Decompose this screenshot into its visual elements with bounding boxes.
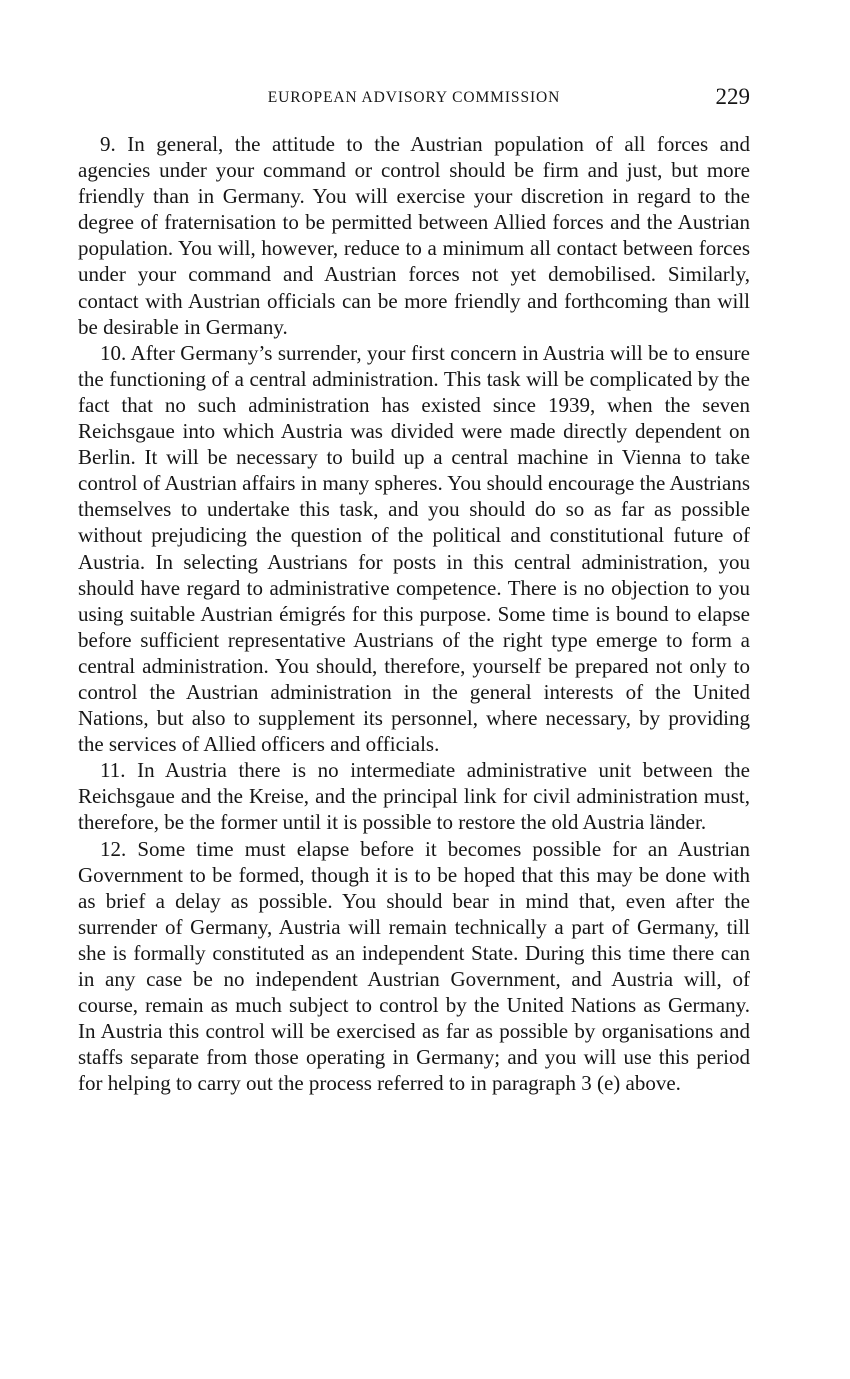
paragraph-text: In Austria there is no intermediate administrative unit between the Reichsgaue and the Kreise, and the principal link for civil administration must, therefore, be the former until it is possible to restore the old Austria länder. — [78, 758, 750, 835]
paragraph-number: 10. — [100, 340, 127, 365]
paragraph-number: 9. — [100, 132, 116, 156]
paragraph-text: After Germany’s surrender, your first concern in Austria will be to ensure the functioning of a central administration. This task will be complicated by the fact that no such administration has existed since 1939, when the seven Reichsgaue into which Austria was divided were made directly dependent on Berlin. It will be necessary to build up a central machine in Vienna to take control of Austrian affairs in many spheres. You should encourage the Austrians themselves to undertake this task, and you should do so as far as possible without prejudicing the question of the political and constitutional future of Austria. In selecting Austrians for posts in this central administration, you should have regard to administrative competence. There is no objection to you using suitable Austrian émigrés for this purpose. Some time is bound to elapse before sufficient representative Austrians of the right type emerge to form a central administration. You should, therefore, yourself be prepared not only to control the Austrian administration in the general interests of the United Nations, but also to supplement its personnel, where necessary, by providing the services of Allied officers and officials. — [78, 340, 751, 757]
paragraph-9 — [78, 131, 750, 340]
paragraph-11 — [78, 757, 750, 835]
running-title: EUROPEAN ADVISORY COMMISSION — [267, 89, 561, 106]
running-head — [78, 84, 750, 112]
body-text — [78, 131, 750, 1096]
page-number: 229 — [715, 84, 750, 109]
paragraph-10 — [78, 340, 750, 758]
paragraph-12 — [78, 836, 750, 1097]
paragraph-text: Some time must elapse before it becomes possible for an Austrian Government to be formed, though it is to be hoped that this may be done with as brief a delay as possible. You should bear in mind that, even after the surrender of Germany, Austria will remain technically a part of Germany, till she is formally constituted as an independent State. During this time there can in any case be no independent Austrian Government, and Austria will, of course, remain as much subject to control by the United Nations as Germany. In Austria this control will be exercised as far as possible by organisations and staffs separate from those operating in Germany; and you will use this period for helping to carry out the process referred to in paragraph 3 (e) above. — [78, 836, 750, 1096]
paragraph-number: 12. — [100, 836, 127, 861]
paragraph-text: In general, the attitude to the Austrian population of all forces and agencies under your command or control should be firm and just, but more friendly than in Germany. You will exercise your discretion in regard to the degree of fraternisation to be permitted between Allied forces and the Austrian population. You will, however, reduce to a minimum all contact between forces under your command and Austrian forces not yet demobilised. Similarly, contact with Austrian officials can be more friendly and forthcoming than will be desirable in Germany. — [78, 132, 750, 339]
paragraph-number: 11. — [100, 758, 126, 783]
